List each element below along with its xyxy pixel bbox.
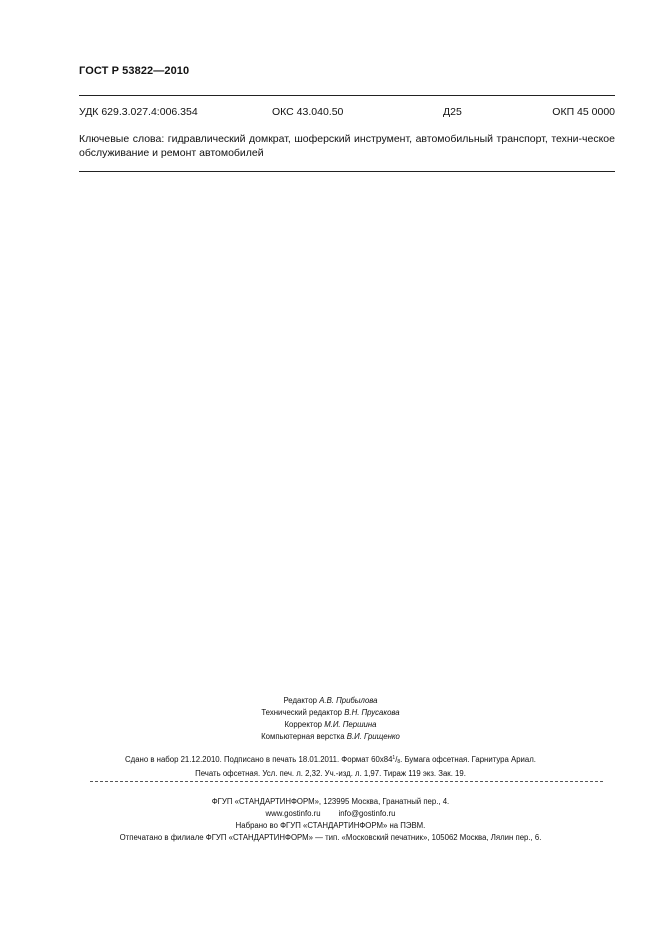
website-link[interactable]: www.gostinfo.ru bbox=[265, 809, 321, 818]
print-info-line-2: Печать офсетная. Усл. печ. л. 2,32. Уч.-изд. л. 1,97. Тираж 119 экз. Зак. 19. bbox=[195, 769, 466, 778]
print-info-start: Сдано в набор 21.12.2010. Подписано в печать 18.01.2011. Формат 60x84 bbox=[125, 755, 393, 764]
print-info-block bbox=[0, 752, 661, 780]
corrector-line bbox=[0, 719, 661, 731]
oks-code: ОКС 43.040.50 bbox=[272, 106, 344, 118]
format-numerator: 1 bbox=[392, 755, 396, 761]
tech-editor-label: Технический редактор bbox=[261, 708, 343, 717]
layout-line bbox=[0, 731, 661, 743]
okp-code: ОКП 45 0000 bbox=[552, 106, 615, 118]
layout-label: Компьютерная верстка bbox=[261, 732, 345, 741]
dashed-divider bbox=[90, 781, 603, 782]
corrector-name: М.И. Першина bbox=[324, 720, 377, 729]
keywords-text: Ключевые слова: гидравлический домкрат, шоферский инструмент, автомобильный транспорт, техни-ческое обслуживание и ремонт автомобилей bbox=[79, 133, 615, 159]
publisher-contacts bbox=[0, 808, 661, 820]
editor-name: А.В. Прибылова bbox=[319, 696, 378, 705]
typeset-note: Набрано во ФГУП «СТАНДАРТИНФОРМ» на ПЭВМ. bbox=[235, 821, 426, 830]
format-denominator: 8 bbox=[397, 759, 401, 765]
credits-block bbox=[0, 695, 661, 743]
standard-code: ГОСТ Р 53822—2010 bbox=[79, 65, 190, 77]
editor-label: Редактор bbox=[283, 696, 318, 705]
group-code: Д25 bbox=[443, 106, 462, 118]
editor-line bbox=[0, 695, 661, 707]
tech-editor-name: В.Н. Прусакова bbox=[344, 708, 400, 717]
corrector-label: Корректор bbox=[284, 720, 323, 729]
email-link[interactable]: info@gostinfo.ru bbox=[338, 809, 396, 818]
layout-name: В.И. Грищенко bbox=[346, 732, 400, 741]
publisher-block bbox=[0, 796, 661, 844]
print-info-line-1: Сдано в набор 21.12.2010. Подписано в печать 18.01.2011. Формат $60x84^1/_8$. Бумага офсетная. Гарнитура Ариал. bbox=[125, 755, 536, 765]
publisher-address: ФГУП «СТАНДАРТИНФОРМ», 123995 Москва, Гранатный пер., 4. bbox=[211, 797, 450, 806]
bottom-divider bbox=[79, 171, 615, 172]
classification-row bbox=[79, 106, 615, 120]
printed-at-note: Отпечатано в филиале ФГУП «СТАНДАРТИНФОРМ» — тип. «Московский печатник», 105062 Москва, Лялин пер., 6. bbox=[119, 833, 542, 842]
top-divider bbox=[79, 95, 615, 96]
tech-editor-line bbox=[0, 707, 661, 719]
udk-code: УДК 629.3.027.4:006.354 bbox=[79, 106, 198, 118]
print-info-end: . Бумага офсетная. Гарнитура Ариал. bbox=[400, 755, 536, 764]
